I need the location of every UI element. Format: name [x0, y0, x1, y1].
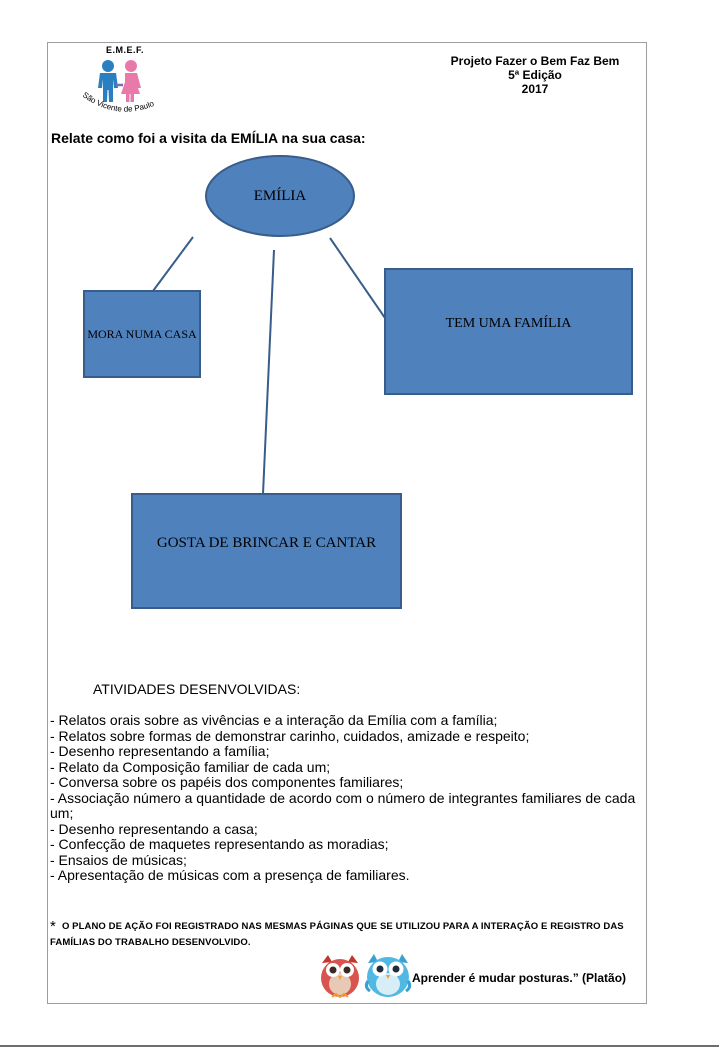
- activity-item: - Apresentação de músicas com a presença de familiares.: [50, 867, 410, 883]
- note-text: O PLANO DE AÇÃO FOI REGISTRADO NAS MESMAS PÁGINAS QUE SE UTILIZOU PARA A INTERAÇÃO E REGISTRO DAS FAMÍLIAS DO TRABALHO DESENVOLVIDO.: [50, 921, 624, 948]
- connector-house: [153, 237, 193, 291]
- activity-item: - Relatos orais sobre as vivências e a interação da Emília com a família;: [50, 712, 498, 728]
- connector-play: [263, 250, 274, 494]
- activity-item: - Desenho representando a família;: [50, 743, 270, 759]
- project-year: 2017: [521, 82, 549, 96]
- node-family-label: TEM UMA FAMÍLIA: [445, 316, 572, 331]
- project-edition: 5ª Edição: [508, 68, 562, 82]
- activity-item: - Conversa sobre os papéis dos componentes familiares;: [50, 774, 404, 790]
- prompt-heading: Relate como foi a visita da EMÍLIA na sua casa:: [51, 130, 366, 146]
- activity-item: - Desenho representando a casa;: [50, 820, 258, 837]
- footer-quote: Aprender é mudar posturas.” (Platão): [412, 971, 627, 985]
- connector-family: [330, 238, 385, 318]
- activity-item: - Confecção de maquetes representando as moradias;: [50, 836, 389, 852]
- activity-item: - Relato da Composição familiar de cada um;: [50, 758, 331, 775]
- activity-item: - Relatos sobre formas de demonstrar carinho, cuidados, amizade e respeito;: [50, 727, 530, 744]
- activities-list: [50, 713, 640, 884]
- logo-arc-text: São Vicente de Paulo: [80, 90, 156, 114]
- activity-item: - Ensaios de músicas;: [50, 851, 187, 868]
- activities-title: ATIVIDADES DESENVOLVIDAS:: [93, 681, 301, 697]
- center-node-label: EMÍLIA: [253, 188, 307, 204]
- node-play-label: GOSTA DE BRINCAR E CANTAR: [156, 535, 377, 551]
- activity-item: - Associação número a quantidade de acordo com o número de integrantes familiares de cada um;: [50, 789, 636, 821]
- two-owls-icon: [318, 953, 412, 999]
- action-plan-note: [50, 919, 645, 951]
- node-house-label: MORA NUMA CASA: [87, 327, 197, 341]
- logo-abbreviation: E.M.E.F.: [105, 45, 144, 55]
- project-title: Projeto Fazer o Bem Faz Bem: [450, 54, 620, 68]
- note-marker: *: [50, 918, 56, 935]
